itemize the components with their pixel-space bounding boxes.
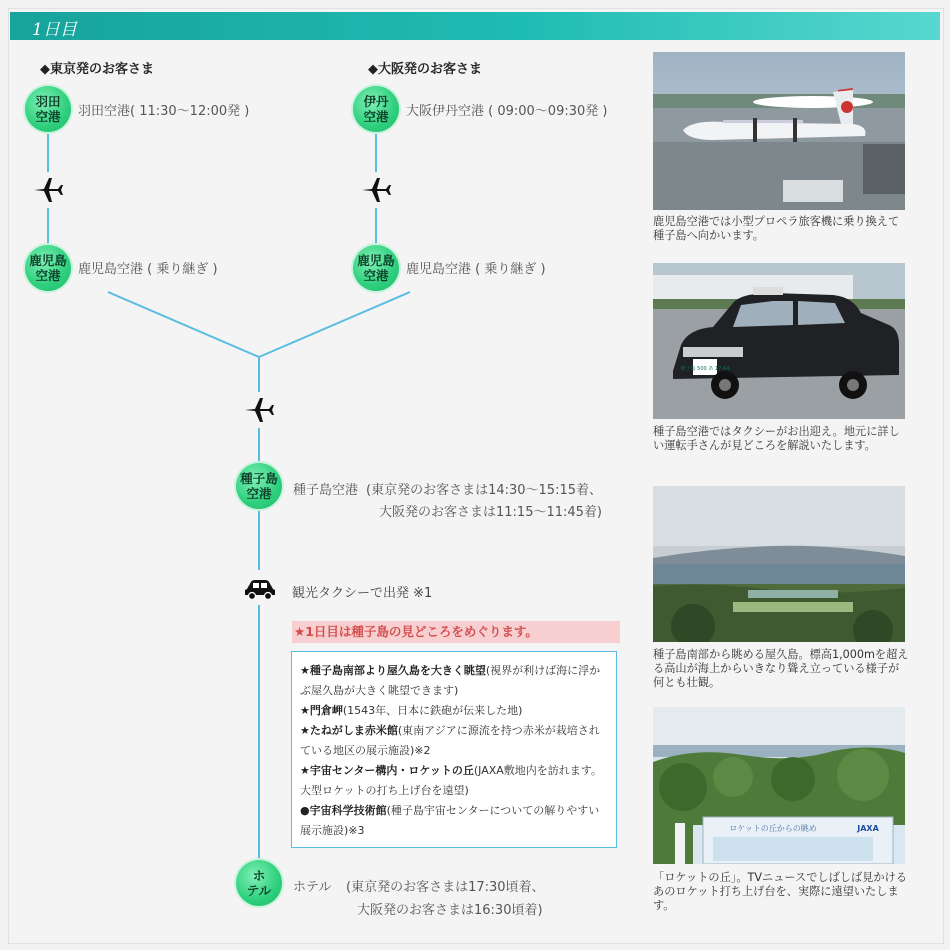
tanegashima-arrival-time: (東京発のお客さまは14:30〜15:15着、 [366,483,602,498]
photo-caption: 鹿児島空港では小型プロペラ旅客機に乗り換えて種子島へ向かいます。 [653,215,900,242]
day-notice: ★1日目は種子島の見どころをめぐります。 [292,621,620,643]
hotel-arrival-time: (東京発のお客さまは17:30頃着、 [346,880,545,895]
airplane-icon [360,174,392,206]
kagoshima-airport-label: 鹿児島空港 ( 乗り継ぎ ) [78,262,218,277]
taxi-icon [243,578,277,600]
haneda-airport-label: 羽田空港( 11:30〜12:00発 ) [78,104,250,119]
license-plate: 種子島 500 あ 17-64 [680,366,730,372]
photo-caption: 種子島空港ではタクシーがお出迎え。地元に詳しい運転手さんが見どころを解説いたします。 [653,425,900,452]
taxi-departure-label: 観光タクシーで出発 ※1 [292,586,433,601]
hotel-label: ホテル [293,880,332,895]
kagoshima-airport-label: 鹿児島空港 ( 乗り継ぎ ) [406,262,546,277]
sight-item: ★門倉岬(1543年、日本に鉄砲が伝来した地) [300,704,523,717]
origin-osaka: ◆大阪発のお客さま [368,62,482,77]
sights-box [291,651,617,848]
airport-plane-photo [653,52,905,210]
origin-tokyo: ◆東京発のお客さま [40,62,154,77]
itami-airport-badge: 伊丹 空港 [353,86,399,132]
sight-item: ●宇宙科学技術館(種子島宇宙センターについての解りやすい展示施設)※3 [300,804,600,837]
tanegashima-airport-label: 種子島空港 [293,483,359,498]
tanegashima-airport-badge: 種子島 空港 [236,463,282,509]
rocket-hill-photo [653,707,905,864]
airplane-icon [32,174,64,206]
haneda-airport-badge: 羽田 空港 [25,86,71,132]
kagoshima-airport-badge: 鹿児島 空港 [353,245,399,291]
tanegashima-arrival-time: 大阪発のお客さまは11:15〜11:45着) [379,505,602,520]
itami-airport-label: 大阪伊丹空港 ( 09:00〜09:30発 ) [406,104,608,119]
hotel-badge: ホ テル [236,860,282,906]
taxi-photo [653,263,905,419]
rocket-hill-sign: ロケットの丘からの眺め [729,824,817,833]
hotel-arrival-time: 大阪発のお客さまは16:30頃着) [357,903,543,918]
photo-caption: 種子島南部から眺める屋久島。標高1,000mを超える高山が海上からいきなり聳え立っている様子が何とも壮観。 [653,648,909,689]
photo-caption: 「ロケットの丘」。TVニュースでしばしば見かけるあのロケット打ち上げ台を、実際に遠望いたします。 [653,871,907,912]
kagoshima-airport-badge: 鹿児島 空港 [25,245,71,291]
sight-item: ★宇宙センター構内・ロケットの丘(JAXA敷地内を訪れます。大型ロケットの打ち上げ台を遠望) [300,764,602,797]
sight-item: ★たねがしま赤米館(東南アジアに源流を持つ赤米が栽培されている地区の展示施設)※2 [300,724,600,757]
day-title: 1日目 [32,20,77,40]
airplane-icon [243,394,275,426]
jaxa-logo: JAXA [857,824,879,833]
yakushima-view-photo [653,486,905,642]
sight-item: ★種子島南部より屋久島を大きく眺望(視界が利けば海に浮かぶ屋久島が大きく眺望できます) [300,664,601,697]
